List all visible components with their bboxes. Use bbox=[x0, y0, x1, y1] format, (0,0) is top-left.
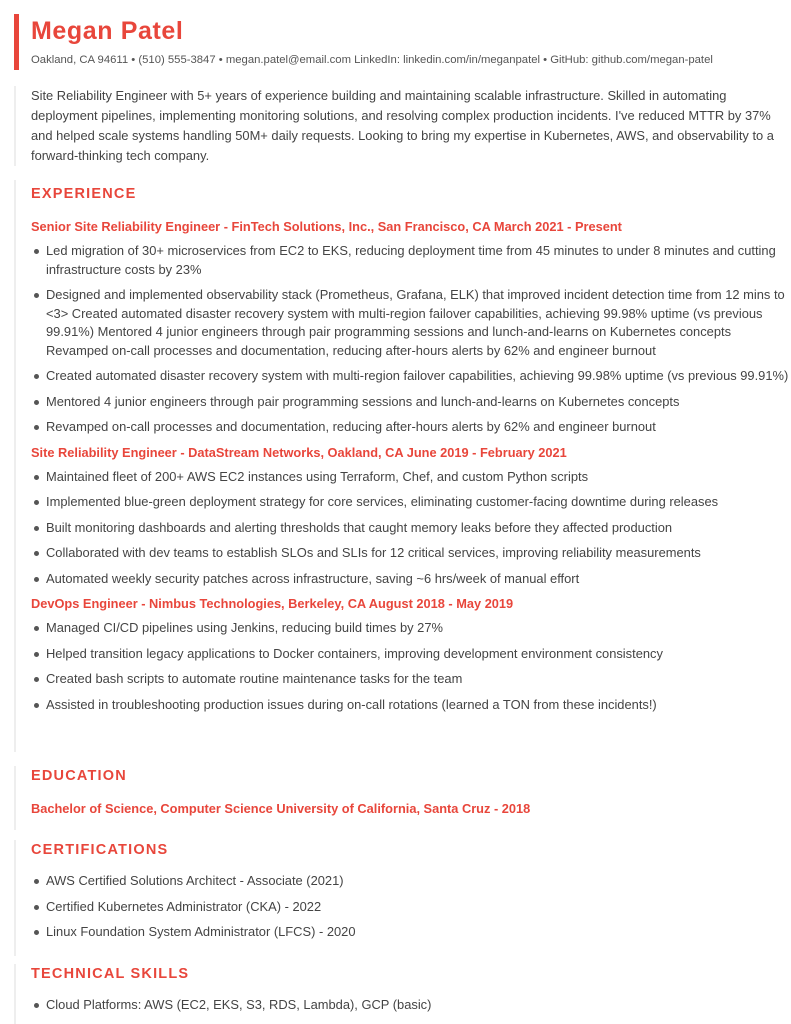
list-item: Automated weekly security patches across infrastructure, saving ~6 hrs/week of manual effort bbox=[31, 570, 791, 589]
certification-list bbox=[31, 872, 791, 942]
job-bullets bbox=[31, 242, 791, 437]
job-heading: Site Reliability Engineer - DataStream Networks, Oakland, CA June 2019 - February 2021 bbox=[31, 444, 567, 460]
list-item: Mentored 4 junior engineers through pair programming sessions and lunch-and-learns on Kubernetes concepts bbox=[31, 393, 791, 412]
section-title-education: EDUCATION bbox=[31, 768, 127, 784]
list-item: Revamped on-call processes and documentation, reducing after-hours alerts by 62% and engineer burnout bbox=[31, 418, 791, 437]
list-item: Led migration of 30+ microservices from EC2 to EKS, reducing deployment time from 45 minutes to under 8 minutes and cutting infrastructure costs by 23% bbox=[31, 242, 791, 279]
certifications-section bbox=[14, 840, 791, 956]
list-item: Collaborated with dev teams to establish SLOs and SLIs for 12 critical services, improving reliability measurements bbox=[31, 544, 791, 563]
list-item: Designed and implemented observability stack (Prometheus, Grafana, ELK) that improved incident detection time from 12 mins to <3> Created automated disaster recovery system with multi-region failover capabilities, achieving 99.98% uptime (vs previous 99.91%) Mentored 4 junior engineers through pair programming sessions and lunch-and-learns on Kubernetes concepts Revamped on-call processes and documentation, reducing after-hours alerts by 62% and engineer burnout bbox=[31, 286, 791, 360]
section-title-certifications: CERTIFICATIONS bbox=[31, 842, 169, 858]
candidate-name: Megan Patel bbox=[31, 17, 184, 45]
skills-list bbox=[31, 996, 791, 1015]
list-item: Cloud Platforms: AWS (EC2, EKS, S3, RDS, Lambda), GCP (basic) bbox=[31, 996, 791, 1015]
section-title-skills: TECHNICAL SKILLS bbox=[31, 966, 190, 982]
list-item: Helped transition legacy applications to Docker containers, improving development environment consistency bbox=[31, 645, 791, 664]
list-item: Linux Foundation System Administrator (LFCS) - 2020 bbox=[31, 923, 791, 942]
professional-summary: Site Reliability Engineer with 5+ years of experience building and maintaining scalable infrastructure. Skilled in automating deployment pipelines, implementing monitoring solutions, and resolving complex production incidents. I've reduced MTTR by 37% and helped scale systems handling 50M+ daily requests. Looking to bring my expertise in Kubernetes, AWS, and observability to a forward-thinking tech company. bbox=[14, 86, 791, 166]
list-item: Created bash scripts to automate routine maintenance tasks for the team bbox=[31, 670, 791, 689]
job-bullets bbox=[31, 468, 791, 589]
resume-header bbox=[14, 14, 771, 70]
list-item: Assisted in troubleshooting production issues during on-call rotations (learned a TON from these incidents!) bbox=[31, 696, 791, 715]
job-bullets bbox=[31, 619, 791, 714]
degree-heading: Bachelor of Science, Computer Science University of California, Santa Cruz - 2018 bbox=[31, 801, 531, 816]
list-item: Maintained fleet of 200+ AWS EC2 instances using Terraform, Chef, and custom Python scripts bbox=[31, 468, 791, 487]
list-item: Certified Kubernetes Administrator (CKA) - 2022 bbox=[31, 898, 791, 917]
section-title-experience: EXPERIENCE bbox=[31, 186, 137, 202]
education-section bbox=[14, 766, 791, 830]
technical-skills-section bbox=[14, 964, 791, 1024]
list-item: AWS Certified Solutions Architect - Associate (2021) bbox=[31, 872, 791, 891]
job-heading: DevOps Engineer - Nimbus Technologies, Berkeley, CA August 2018 - May 2019 bbox=[31, 596, 514, 611]
list-item: Implemented blue-green deployment strategy for core services, eliminating customer-facing downtime during releases bbox=[31, 493, 791, 512]
experience-section bbox=[14, 180, 791, 752]
job-heading: Senior Site Reliability Engineer - FinTech Solutions, Inc., San Francisco, CA March 2021 - Present bbox=[31, 219, 622, 234]
list-item: Built monitoring dashboards and alerting thresholds that caught memory leaks before they affected production bbox=[31, 519, 791, 538]
list-item: Managed CI/CD pipelines using Jenkins, reducing build times by 27% bbox=[31, 619, 791, 638]
list-item: Created automated disaster recovery system with multi-region failover capabilities, achieving 99.98% uptime (vs previous 99.91%) bbox=[31, 367, 791, 386]
contact-line: Oakland, CA 94611 • (510) 555-3847 • megan.patel@email.com LinkedIn: linkedin.com/in/meganpatel • GitHub: github.com/megan-patel bbox=[31, 54, 713, 66]
